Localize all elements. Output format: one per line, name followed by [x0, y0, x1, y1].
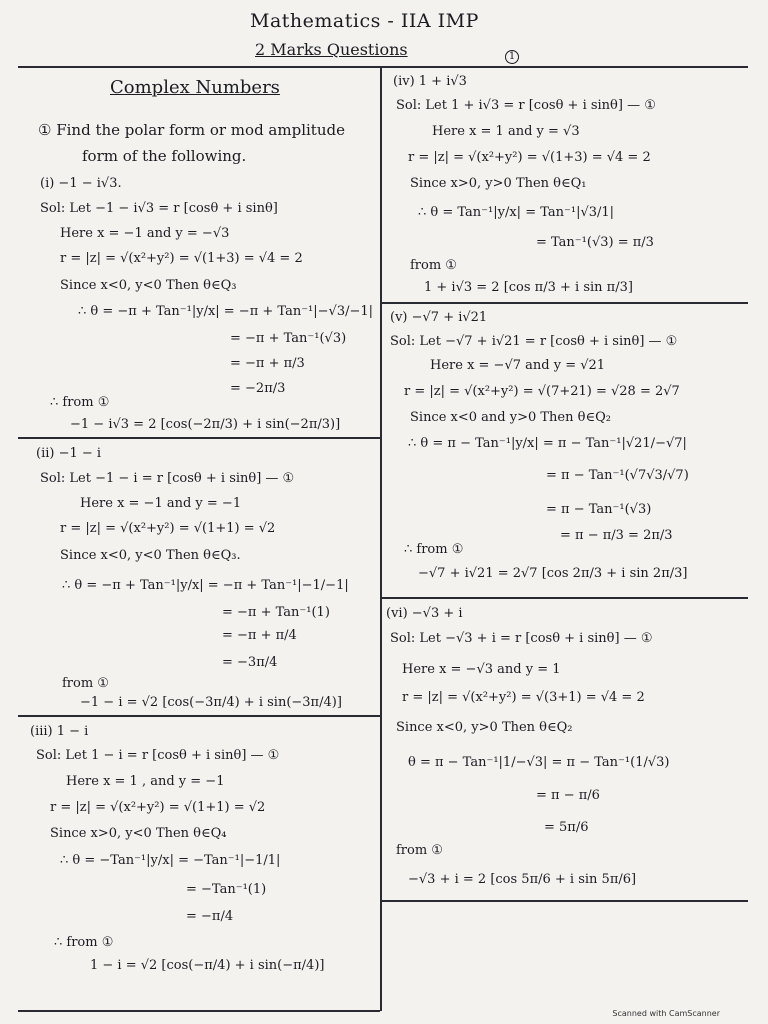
left-divider-2	[18, 715, 380, 717]
solution-line: from ①	[410, 258, 457, 273]
question-text: ① Find the polar form or mod amplitude	[38, 121, 345, 139]
solution-line: ∴ θ = Tan⁻¹|y/x| = Tan⁻¹|√3/1|	[418, 205, 615, 220]
solution-line: r = |z| = √(x²+y²) = √(1+3) = √4 = 2	[408, 150, 651, 165]
solution-line: 1 + i√3 = 2 [cos π/3 + i sin π/3]	[424, 280, 633, 295]
solution-line: Sol: Let −√3 + i = r [cosθ + i sinθ] — ①	[390, 631, 653, 646]
solution-line: ∴ from ①	[404, 542, 464, 557]
solution-line: Sol: Let 1 − i = r [cosθ + i sinθ] — ①	[36, 748, 280, 763]
problem-label: (i) −1 − i√3.	[40, 176, 122, 191]
solution-line: = π − π/6	[536, 788, 600, 803]
left-divider-1	[18, 437, 380, 439]
solution-line: −1 − i = √2 [cos(−3π/4) + i sin(−3π/4)]	[80, 695, 342, 710]
solution-line: Sol: Let −√7 + i√21 = r [cosθ + i sinθ] — ①	[390, 334, 678, 349]
solution-line: Since x<0, y>0 Then θ∈Q₂	[396, 720, 573, 735]
solution-line: r = |z| = √(x²+y²) = √(7+21) = √28 = 2√7	[404, 384, 680, 399]
right-divider-2	[380, 597, 748, 599]
solution-line: ∴ from ①	[50, 395, 110, 410]
solution-line: Since x>0, y>0 Then θ∈Q₁	[410, 176, 587, 191]
page-title: Mathematics - IIA IMP	[250, 10, 479, 32]
solution-line: = −π + π/4	[222, 628, 297, 643]
solution-line: Sol: Let −1 − i = r [cosθ + i sinθ] — ①	[40, 471, 295, 486]
problem-label: (iv) 1 + i√3	[393, 74, 467, 89]
bottom-rule	[18, 1010, 380, 1012]
solution-line: −1 − i√3 = 2 [cos(−2π/3) + i sin(−2π/3)]	[70, 417, 341, 432]
solution-line: Here x = −1 and y = −1	[80, 496, 242, 511]
solution-line: ∴ θ = −Tan⁻¹|y/x| = −Tan⁻¹|−1/1|	[60, 853, 281, 868]
solution-line: Since x<0, y<0 Then θ∈Q₃.	[60, 548, 241, 563]
solution-line: = −π + Tan⁻¹(1)	[222, 605, 330, 620]
problem-label: (iii) 1 − i	[30, 724, 89, 739]
solution-line: = Tan⁻¹(√3) = π/3	[536, 235, 654, 250]
solution-line: = −2π/3	[230, 381, 286, 396]
right-divider-3	[380, 900, 748, 902]
solution-line: = −π/4	[186, 909, 234, 924]
solution-line: = π − π/3 = 2π/3	[560, 528, 673, 543]
solution-line: Since x<0, y<0 Then θ∈Q₃	[60, 278, 237, 293]
problem-label: (v) −√7 + i√21	[390, 310, 488, 325]
solution-line: Here x = −√7 and y = √21	[430, 358, 606, 373]
solution-line: Here x = −√3 and y = 1	[402, 662, 561, 677]
solution-line: r = |z| = √(x²+y²) = √(1+1) = √2	[50, 800, 266, 815]
section-title: Complex Numbers	[110, 77, 280, 98]
solution-line: Since x>0, y<0 Then θ∈Q₄	[50, 826, 227, 841]
solution-line: r = |z| = √(x²+y²) = √(1+1) = √2	[60, 521, 276, 536]
solution-line: −√3 + i = 2 [cos 5π/6 + i sin 5π/6]	[408, 872, 637, 887]
page-number-marker: 1	[505, 50, 519, 64]
page-subtitle: 2 Marks Questions	[255, 40, 408, 59]
solution-line: ∴ θ = −π + Tan⁻¹|y/x| = −π + Tan⁻¹|−√3/−1|	[78, 304, 374, 319]
solution-line: = −π + π/3	[230, 356, 305, 371]
solution-line: ∴ from ①	[54, 935, 114, 950]
problem-label: (vi) −√3 + i	[386, 606, 463, 621]
solution-line: Here x = 1 and y = √3	[432, 124, 580, 139]
solution-line: r = |z| = √(x²+y²) = √(3+1) = √4 = 2	[402, 690, 645, 705]
solution-line: r = |z| = √(x²+y²) = √(1+3) = √4 = 2	[60, 251, 303, 266]
solution-line: −√7 + i√21 = 2√7 [cos 2π/3 + i sin 2π/3]	[418, 566, 688, 581]
question-text-cont: form of the following.	[82, 147, 247, 165]
solution-line: from ①	[62, 676, 109, 691]
solution-line: = −3π/4	[222, 655, 278, 670]
solution-line: Sol: Let −1 − i√3 = r [cosθ + i sinθ]	[40, 201, 278, 216]
solution-line: = −Tan⁻¹(1)	[186, 882, 267, 897]
scanner-watermark: Scanned with CamScanner	[612, 1009, 720, 1018]
problem-label: (ii) −1 − i	[36, 446, 102, 461]
solution-line: ∴ θ = π − Tan⁻¹|y/x| = π − Tan⁻¹|√21/−√7|	[408, 436, 687, 451]
solution-line: Here x = 1 , and y = −1	[66, 774, 225, 789]
center-divider	[380, 66, 382, 1011]
solution-line: Here x = −1 and y = −√3	[60, 226, 230, 241]
solution-line: = π − Tan⁻¹(√7√3/√7)	[546, 468, 689, 483]
solution-line: = −π + Tan⁻¹(√3)	[230, 331, 347, 346]
solution-line: = 5π/6	[544, 820, 589, 835]
solution-line: from ①	[396, 843, 443, 858]
solution-line: Since x<0 and y>0 Then θ∈Q₂	[410, 410, 611, 425]
top-rule	[18, 66, 748, 68]
solution-line: Sol: Let 1 + i√3 = r [cosθ + i sinθ] — ①	[396, 98, 656, 113]
solution-line: 1 − i = √2 [cos(−π/4) + i sin(−π/4)]	[90, 958, 325, 973]
solution-line: ∴ θ = −π + Tan⁻¹|y/x| = −π + Tan⁻¹|−1/−1|	[62, 578, 349, 593]
right-divider-1	[380, 302, 748, 304]
solution-line: θ = π − Tan⁻¹|1/−√3| = π − Tan⁻¹(1/√3)	[408, 755, 670, 770]
solution-line: = π − Tan⁻¹(√3)	[546, 502, 652, 517]
